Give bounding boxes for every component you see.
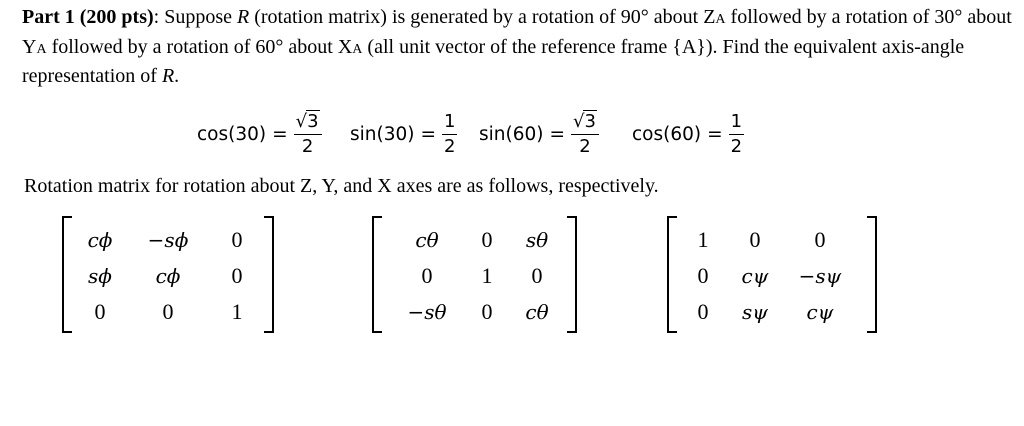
matrix-cell: cθ	[415, 228, 439, 252]
radicand: 3	[307, 110, 319, 132]
matrix-cell: 1	[231, 299, 243, 324]
variable-r: R	[237, 6, 250, 28]
matrix-cell: 0	[749, 227, 761, 252]
matrix-cell: −sψ	[798, 264, 842, 288]
text-1: Suppose	[159, 6, 237, 28]
fraction-bar	[442, 134, 457, 135]
colon: :	[153, 6, 160, 28]
text-3: followed by a rotation of 30° about Y	[22, 6, 1012, 58]
matrix-cell: 0	[162, 299, 174, 324]
function-label: cos(60)	[632, 123, 702, 145]
subscript-a: A	[352, 41, 363, 57]
left-bracket	[372, 216, 382, 333]
numerator	[571, 111, 599, 133]
matrices-intro: Rotation matrix for rotation about Z, Y, and X axes are as follows, respectively.	[24, 175, 659, 197]
right-bracket	[567, 216, 577, 333]
matrix-cell: 0	[481, 227, 493, 252]
matrix-cell: 0	[697, 263, 709, 288]
matrix-cell: 0	[421, 263, 433, 288]
matrix-cell: 0	[94, 299, 106, 324]
matrix-cell: 0	[231, 263, 243, 288]
matrix-cell: cϕ	[155, 264, 181, 288]
fraction	[729, 111, 744, 158]
function-label: sin(30)	[350, 123, 415, 145]
matrix-rotation-y	[372, 216, 577, 331]
matrix-rotation-z	[62, 216, 274, 331]
period: .	[174, 65, 180, 87]
equals-sign: =	[420, 123, 436, 145]
fraction	[294, 111, 322, 158]
matrix-rotation-x	[667, 216, 877, 331]
matrix-cell: sϕ	[88, 264, 112, 288]
equation-sin30	[350, 104, 457, 164]
denominator: 2	[301, 135, 314, 157]
equals-sign: =	[549, 123, 565, 145]
text-5: (all unit vector of the reference frame {A}). Find the equivalent axis-angle representation of	[22, 35, 965, 87]
matrix-cell: −sϕ	[147, 228, 189, 252]
function-label: sin(60)	[479, 123, 544, 145]
numerator: 1	[444, 110, 456, 132]
variable-r: R	[161, 65, 175, 87]
right-bracket	[867, 216, 877, 333]
fraction-bar	[571, 134, 599, 135]
matrix-cell: −sθ	[407, 300, 447, 324]
matrix-cell: 1	[697, 227, 709, 252]
fraction-bar	[294, 134, 322, 135]
matrix-cell: cϕ	[87, 228, 113, 252]
numerator: 1	[730, 110, 743, 132]
subscript-a: A	[715, 12, 726, 27]
fraction-bar	[729, 134, 744, 135]
radicand: 3	[584, 110, 596, 132]
sqrt-sign: √	[573, 110, 585, 132]
matrix-cell: cθ	[525, 300, 549, 324]
equation-sin60	[479, 104, 599, 164]
matrix-cell: 0	[814, 227, 826, 252]
subscript-a: A	[36, 41, 47, 57]
matrix-cell: cψ	[806, 300, 834, 324]
matrix-cell: cψ	[741, 264, 769, 288]
fraction	[442, 111, 457, 158]
denominator: 2	[730, 135, 743, 157]
equation-cos30	[197, 104, 322, 164]
matrix-cell: 0	[481, 299, 493, 324]
fraction	[571, 111, 599, 158]
function-label: cos(30)	[197, 123, 267, 145]
problem-statement	[22, 4, 1012, 91]
matrix-cell: sθ	[525, 228, 549, 252]
sqrt-sign: √	[295, 110, 308, 132]
text-4: followed by a rotation of 60° about X	[46, 35, 353, 58]
matrix-cell: 0	[231, 227, 243, 252]
matrix-cell: sψ	[742, 300, 768, 324]
denominator: 2	[579, 135, 591, 157]
numerator	[294, 111, 322, 133]
denominator: 2	[444, 135, 456, 157]
text-2: (rotation matrix) is generated by a rotation of 90° about Z	[249, 6, 716, 28]
equals-sign: =	[707, 123, 723, 145]
matrix-cell: 1	[481, 263, 493, 288]
equation-cos60	[632, 104, 744, 164]
matrix-cell: 0	[531, 263, 543, 288]
matrix-cell: 0	[697, 299, 709, 324]
part-label: Part 1 (200 pts)	[22, 6, 154, 28]
equals-sign: =	[272, 123, 288, 145]
